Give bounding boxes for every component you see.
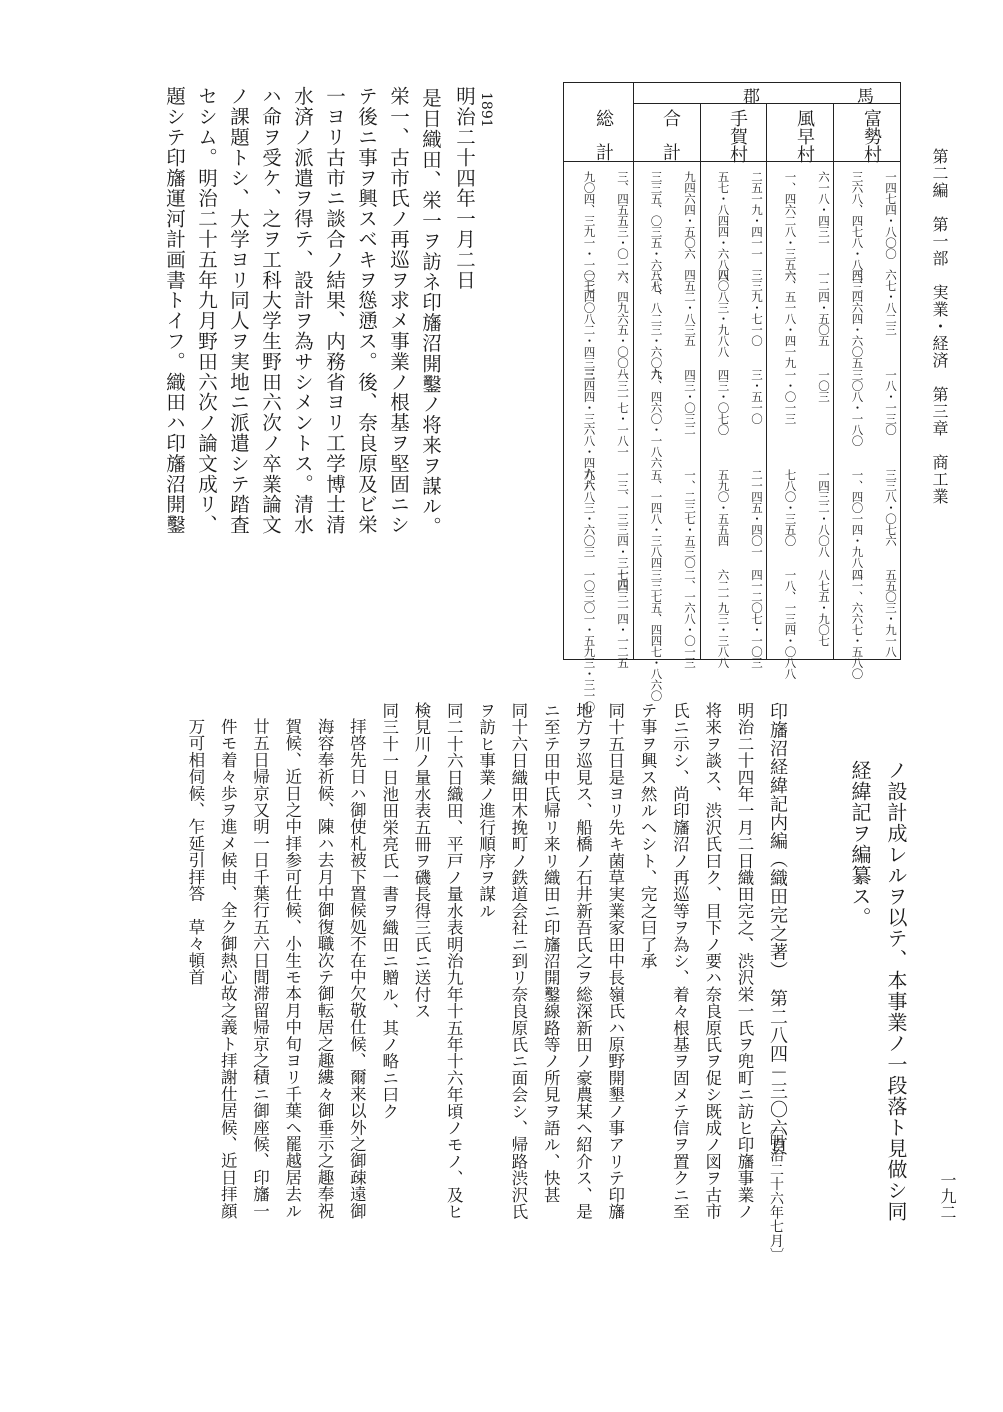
- page-number: 一九二: [938, 1172, 957, 1220]
- running-head: 第二編 第一部 実業・経済 第三章 商工業: [930, 148, 949, 505]
- text-column: テ後ニ事ヲ興スベキヲ慫慂ス。後、奈良原及ビ栄: [355, 86, 378, 535]
- table-cell: 四〇八三・九八八: [716, 269, 731, 357]
- source-date: 〔明治二十六年七月〕: [768, 1120, 784, 1262]
- table-cell: 一三一七・一八一: [616, 369, 630, 457]
- text-column: 氏ニ示シ、尚印旛沼ノ再巡等ヲ為シ、着々根基ヲ固メテ信ヲ置クニ至: [670, 702, 690, 1220]
- table-cell: 一〇三: [817, 369, 831, 402]
- table-cell: 四一二〇七・一〇三: [750, 569, 764, 668]
- table-cell: 五七・八四四・六八八: [716, 171, 731, 281]
- table-cell: 四一、六六七・五八〇: [850, 569, 865, 679]
- source-citation: 印旛沼経緯記内編（織田完之著） 第二八四－三〇六頁: [767, 702, 788, 1156]
- text-column: テ事ヲ興ス然ルヘシト、完之曰了承: [638, 702, 658, 970]
- letter-text-column: 賀候、近日之中拝参可仕候、小生モ本月中旬ヨリ千葉ヘ罷越居去ル: [282, 718, 302, 1219]
- table-cell: 二五一九・四一一: [750, 171, 764, 259]
- table-cell: 一三、一三三四・三一四: [616, 469, 630, 590]
- table-cell: 三六八、四七八・八四三: [850, 171, 865, 292]
- table-cell: 三四四・三六八・四六八: [582, 369, 597, 490]
- table-cell: 六七・八二三: [884, 269, 898, 335]
- table-cell: 三・五一〇: [750, 369, 764, 424]
- table-cell: 二一四五・四〇一: [750, 469, 764, 557]
- table-cell: 三三九・七一〇: [750, 269, 764, 346]
- table-cell: 一・〇一三: [783, 369, 798, 424]
- table-header-kazahaya: 風早村: [794, 109, 815, 163]
- table-cell: 四三・〇七〇: [716, 369, 731, 435]
- table-cell: 三〇八・一八〇: [850, 369, 865, 446]
- table-cell: 一〇三〇一・五九三・三一〇: [582, 569, 597, 712]
- table-cell: 一、五一八・四一九: [783, 269, 798, 368]
- text-column: 同十五日是ヨリ先キ菌草実業家田中長嶺氏ハ原野開墾ノ事アリテ印旛: [605, 702, 625, 1220]
- text-column: 明治二十四年一月二日織田完之、渋沢栄一氏ヲ兜町ニ訪ヒ印旛事業ノ: [735, 702, 754, 1220]
- table-cell: 三、四五五三・〇一六: [616, 171, 630, 281]
- table-cell: 九四六四・五〇六: [683, 171, 697, 259]
- text-column: 検見川ノ量水表五冊ヲ磯長得三氏ニ送付ス: [412, 702, 431, 1020]
- table-header-tomise: 富勢村: [861, 109, 882, 163]
- letter-text-column: 万可相伺候、乍延引拝答 草々頓首: [185, 718, 205, 986]
- table-cell: 七四三一四・一二五: [616, 569, 630, 668]
- table-cell: 二、一六八・〇一三: [683, 569, 697, 668]
- table-cell: 五九〇・五五四: [716, 469, 731, 546]
- table-cell: 五五〇三・九一八: [884, 569, 898, 657]
- letter-text-column: 廿五日帰京又明一日千葉行五六日間滞留帰京之積ニ御座候、印旛一: [250, 718, 270, 1219]
- table-cell: 三三八・〇七六: [884, 469, 898, 546]
- table-cell: 五、一四八・三八四: [649, 469, 664, 568]
- text-column: 同二十六日織田、平戸ノ量水表明治九年十五年十六年頃ノモノ、及ヒ: [444, 702, 464, 1220]
- table-cell: 一四三二・八〇八: [817, 469, 831, 557]
- table-cell: 一、四九六五・〇〇八: [616, 269, 630, 379]
- text-column: 同三十一日池田栄亮氏一書ヲ織田ニ贈ル、其ノ略ニ曰ク: [379, 702, 399, 1120]
- table-cell: 一八、一三四・〇八八: [783, 569, 798, 679]
- table-cell: 七八〇・三五〇: [783, 469, 798, 546]
- table-cell: 三三五、〇三五・六八七: [649, 171, 664, 292]
- text-column: ノ課題トシ、大学ヨリ同人ヲ実地ニ派遣シテ踏査: [227, 86, 250, 535]
- table-cell: 一八・一三〇: [884, 369, 898, 435]
- table-cell: 一二四・五〇五: [817, 269, 831, 346]
- statistics-table: [563, 82, 914, 712]
- table-cell: 九〇四、三九一・一〇七: [582, 171, 597, 292]
- table-cell: 一三四〇八二・四三三: [582, 269, 597, 379]
- table-header-tega: 手賀村: [727, 109, 748, 163]
- text-column: セシム。明治二十五年九月野田六次ノ論文成リ、: [195, 86, 218, 535]
- table-cell: 一、四〇一四・九八二: [850, 469, 865, 579]
- table-cell: 一四七四・八〇〇: [884, 171, 898, 259]
- table-group-header: 郡 馬: [743, 87, 914, 107]
- table-cell: 八七五・九〇七: [817, 569, 831, 646]
- table-cell: 六一八・四三一: [817, 171, 831, 248]
- table-cell: 三、四六四・六〇五: [850, 269, 865, 368]
- text-column: ヲ訪ヒ事業ノ進行順序ヲ謀ル: [476, 702, 496, 920]
- text-column: 同十六日織田木挽町ノ鉄道会社ニ到リ奈良原氏ニ面会シ、帰路渋沢氏: [508, 702, 528, 1220]
- letter-text-column: 件モ着々歩ヲ進メ候由、全ク御熱心故之義ト拝謝仕居候、近日拝顔: [218, 718, 238, 1219]
- text-column: ノ設計成レルヲ以テ、本事業ノ一段落ト見做シ同: [884, 760, 908, 1222]
- text-column: 地方ヲ巡見ス、船橋ノ石井新吾氏之ヲ総深新田ノ豪農某ヘ紹介ス、是: [573, 702, 593, 1220]
- text-column: 題シテ印旛運河計画書トイフ。織田ハ印旛沼開鑿: [163, 86, 186, 535]
- year-annotation: 1891: [478, 92, 494, 128]
- table-cell: 九六八三・六〇三: [582, 469, 597, 557]
- table-cell: 四三・〇三二: [683, 369, 697, 435]
- text-column: 経緯記ヲ編纂ス。: [848, 760, 872, 928]
- table-cell: 四五二・八三五: [683, 269, 697, 346]
- table-header-grand-total: 総計: [593, 109, 614, 177]
- text-column: 是日織田、栄一ヲ訪ネ印旛沼開鑿ノ将来ヲ謀ル。: [419, 88, 442, 537]
- entry-date: 明治二十四年一月二日: [453, 86, 476, 290]
- letter-text-column: 海容奉祈候、陳ハ去月中御復職次テ御転居之趣縷々御垂示之趣奉祝: [315, 718, 335, 1219]
- text-column: ニ至テ田中氏帰リ来リ織田ニ印旛沼開鑿線路等ノ所見ヲ語ル、快甚: [541, 702, 561, 1203]
- text-column: 将来ヲ談ス、渋沢氏曰ク、目下ノ要ハ奈良原氏ヲ促シ既成ノ図ヲ古市: [702, 702, 722, 1220]
- text-column: 栄一、古市氏ノ再巡ヲ求メ事業ノ根基ヲ堅固ニシ: [387, 86, 410, 535]
- text-column: ハ命ヲ受ケ、之ヲ工科大学生野田六次ノ卒業論文: [259, 86, 282, 535]
- table-cell: 三八、八二三・六〇九: [649, 269, 664, 379]
- table-cell: 三三七五、四四七・八六〇: [649, 569, 664, 701]
- text-column: 水済ノ派遣ヲ得テ、設計ヲ為サシメントス。清水: [291, 86, 314, 535]
- table-cell: 一、四六二八・三五六: [783, 171, 798, 281]
- table-cell: 六二一九三・三八八: [716, 569, 731, 668]
- table-cell: 一、二三七・五三〇: [683, 469, 697, 568]
- text-column: 一ヨリ古市ニ談合ノ結果、内務省ヨリ工学博士清: [323, 86, 346, 535]
- table-header-total-gun: 合計: [660, 109, 681, 177]
- letter-text-column: 拝啓先日ハ御使札被下置候処不在中欠敬仕候、爾来以外之御疎遠御: [347, 718, 367, 1219]
- table-cell: 六、四六〇・一八六: [649, 369, 664, 468]
